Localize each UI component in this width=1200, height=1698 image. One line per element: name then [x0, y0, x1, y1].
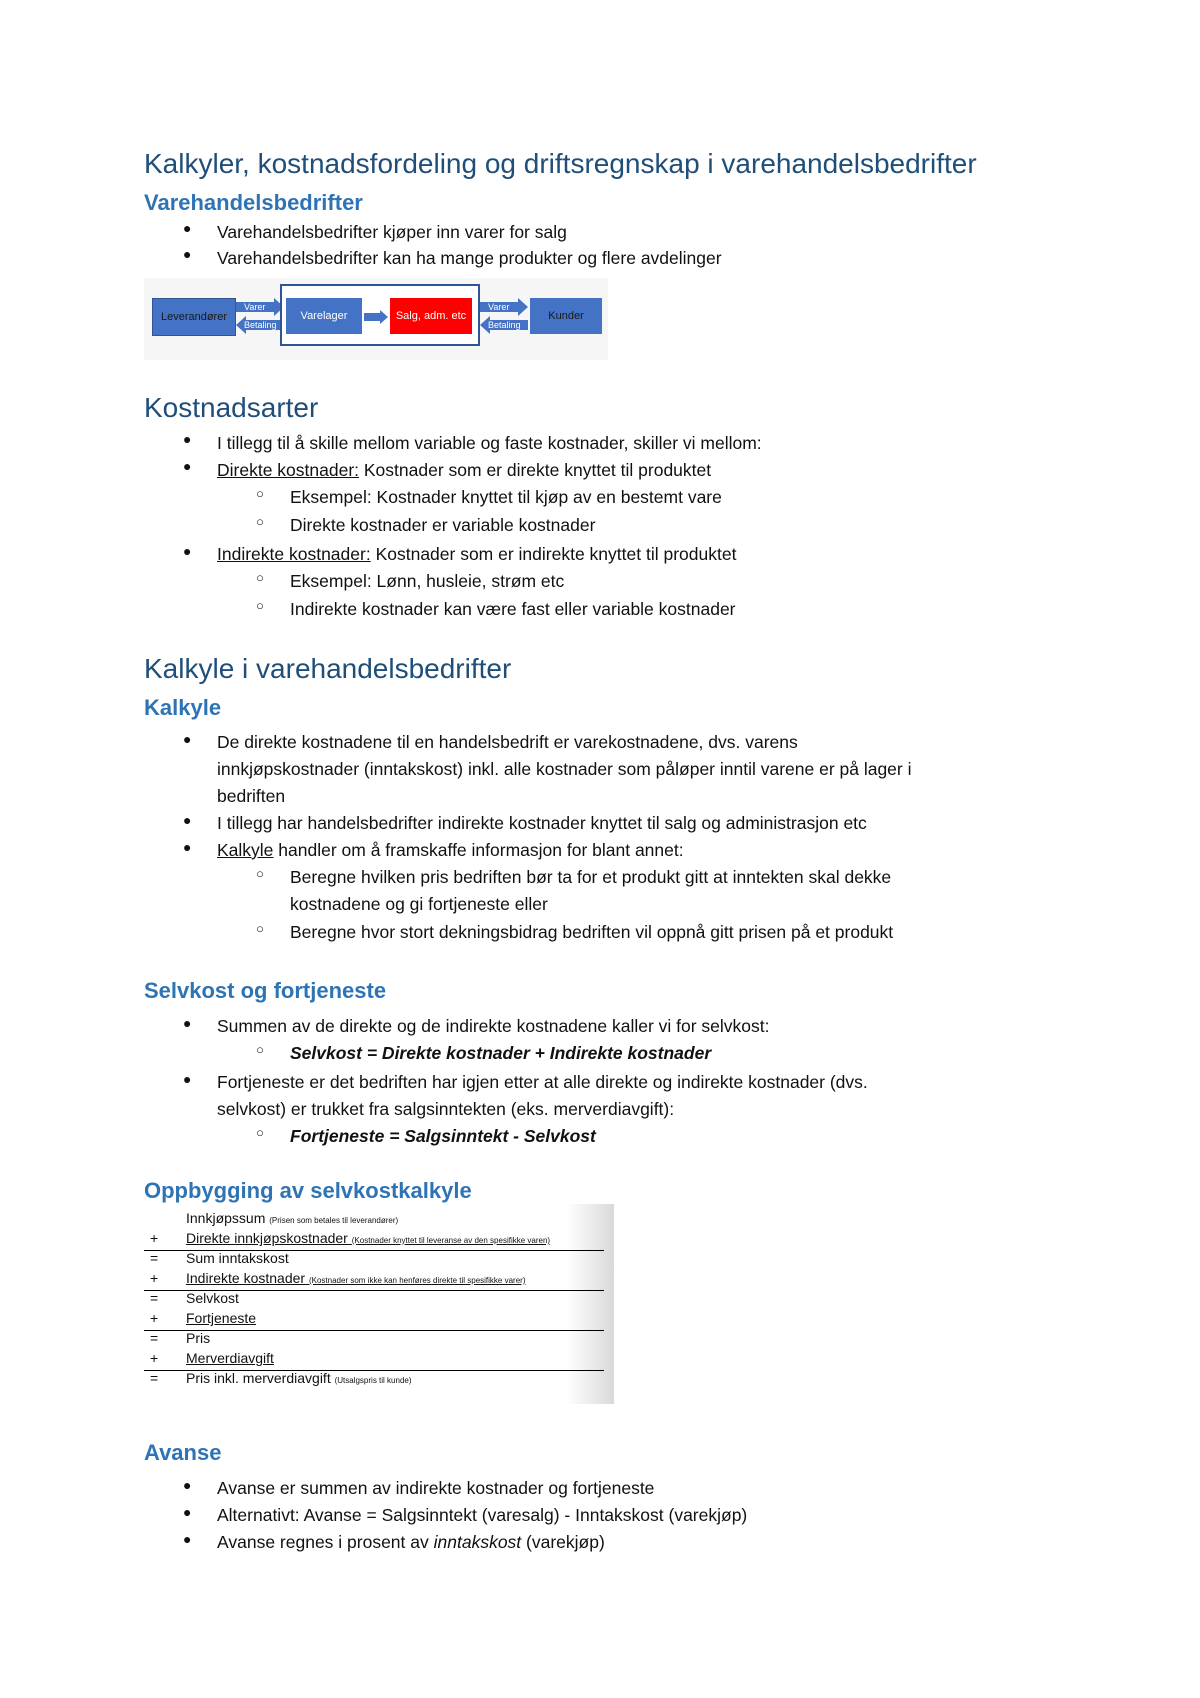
- sub-list-item: Eksempel: Lønn, husleie, strøm etc: [290, 571, 565, 591]
- selvkost-calculation-table: [144, 1204, 614, 1404]
- calc-row: [144, 1210, 604, 1230]
- calc-label: [186, 1230, 550, 1246]
- term-definition: handler om å framskaffe informasjon for blant annet:: [273, 840, 684, 860]
- circle-bullet-icon: ○: [256, 570, 264, 585]
- circle-bullet-icon: ○: [256, 598, 264, 613]
- flow-diagram: [144, 278, 608, 360]
- circle-bullet-icon: ○: [256, 921, 264, 936]
- calc-operator: +: [150, 1270, 159, 1286]
- heading-oppbygging: Oppbygging av selvkostkalkyle: [144, 1178, 472, 1203]
- betaling-label: Betaling: [244, 320, 277, 330]
- betaling-label: Betaling: [488, 320, 521, 330]
- heading-kalkyle-i-varehandel: Kalkyle i varehandelsbedrifter: [144, 653, 512, 684]
- varer-label: Varer: [488, 302, 510, 312]
- bullet-icon: ●: [183, 731, 192, 747]
- calc-label-text: Innkjøpssum: [186, 1210, 266, 1226]
- calc-operator: +: [150, 1350, 159, 1366]
- calc-note: (Kostnader knyttet til leveranse av den spesifikke varen): [351, 1236, 551, 1245]
- sub-list-item-line: kostnadene og gi fortjeneste eller: [290, 894, 548, 914]
- circle-bullet-icon: ○: [256, 486, 264, 501]
- list-item-line: De direkte kostnadene til en handelsbedrift er varekostnadene, dvs. varens: [217, 732, 798, 752]
- calc-note: (Prisen som betales til leverandører): [269, 1216, 399, 1225]
- formula-fortjeneste: Fortjeneste = Salgsinntekt - Selvkost: [290, 1126, 596, 1146]
- calc-label: Selvkost: [186, 1290, 239, 1306]
- bullet-icon: ●: [183, 1531, 192, 1547]
- calc-label: Sum inntakskost: [186, 1250, 289, 1266]
- list-item-line: innkjøpskostnader (inntakskost) inkl. alle kostnader som påløper inntil varene er på lager i: [217, 759, 912, 779]
- kunder-box: Kunder: [530, 298, 602, 334]
- sub-list-item-line: Beregne hvilken pris bedriften bør ta for et produkt gitt at inntekten skal dekke: [290, 867, 892, 887]
- salg-box: Salg, adm. etc: [390, 298, 472, 334]
- varer-label: Varer: [244, 302, 266, 312]
- list-item: [217, 457, 711, 484]
- circle-bullet-icon: ○: [256, 866, 264, 881]
- emphasis-inntakskost: inntakskost: [433, 1532, 522, 1552]
- bullet-icon: ●: [183, 246, 192, 262]
- leverandorer-box: Leverandører: [152, 298, 236, 336]
- term-indirekte: Indirekte kostnader:: [217, 544, 371, 564]
- circle-bullet-icon: ○: [256, 1042, 264, 1057]
- calc-row: [144, 1370, 604, 1390]
- calc-label: [186, 1370, 412, 1386]
- formula-selvkost: Selvkost = Direkte kostnader + Indirekte kostnader: [290, 1043, 712, 1063]
- list-item: Varehandelsbedrifter kan ha mange produkter og flere avdelinger: [217, 248, 722, 268]
- calc-operator: =: [150, 1250, 159, 1266]
- heading-kostnadsarter: Kostnadsarter: [144, 392, 319, 423]
- list-item-line: selvkost) er trukket fra salgsinntekten (eks. merverdiavgift):: [217, 1099, 675, 1119]
- calc-operator: +: [150, 1230, 159, 1246]
- list-item: Summen av de direkte og de indirekte kostnadene kaller vi for selvkost:: [217, 1016, 770, 1036]
- calc-row: [144, 1250, 604, 1270]
- sub-list-item: Indirekte kostnader kan være fast eller variable kostnader: [290, 599, 736, 619]
- calc-label: Pris: [186, 1330, 211, 1346]
- bullet-icon: ●: [183, 1015, 192, 1031]
- list-item: I tillegg til å skille mellom variable og faste kostnader, skiller vi mellom:: [217, 433, 762, 453]
- heading-avanse: Avanse: [144, 1440, 222, 1465]
- bullet-icon: ●: [183, 1477, 192, 1493]
- heading-selvkost: Selvkost og fortjeneste: [144, 978, 387, 1003]
- list-item: Alternativt: Avanse = Salgsinntekt (varesalg) - Inntakskost (varekjøp): [217, 1505, 748, 1525]
- sub-list-item: Eksempel: Kostnader knyttet til kjøp av en bestemt vare: [290, 487, 722, 507]
- calc-label: [186, 1270, 526, 1286]
- list-item: [217, 541, 736, 568]
- calc-label: Fortjeneste: [186, 1310, 257, 1326]
- circle-bullet-icon: ○: [256, 1125, 264, 1140]
- calc-operator: +: [150, 1310, 159, 1326]
- bullet-icon: ●: [183, 543, 192, 559]
- bullet-icon: ●: [183, 431, 192, 447]
- list-item: [217, 1529, 605, 1556]
- text-part: (varekjøp): [521, 1532, 605, 1552]
- calc-operator: =: [150, 1330, 159, 1346]
- calc-row: [144, 1310, 604, 1331]
- calc-label: [186, 1210, 398, 1226]
- arrow-right: [364, 310, 388, 324]
- sub-list-item: Beregne hvor stort dekningsbidrag bedriften vil oppnå gitt prisen på et produkt: [290, 922, 894, 942]
- page-title: Kalkyler, kostnadsfordeling og driftsregnskap i varehandelsbedrifter: [144, 148, 977, 179]
- calc-row: [144, 1290, 604, 1310]
- term-definition: Kostnader som er indirekte knyttet til produktet: [370, 544, 737, 564]
- calc-note: (Utsalgspris til kunde): [334, 1376, 412, 1385]
- sub-list-item: Direkte kostnader er variable kostnader: [290, 515, 596, 535]
- bullet-icon: ●: [183, 839, 192, 855]
- term-definition: Kostnader som er direkte knyttet til produktet: [359, 460, 712, 480]
- calc-label: Merverdiavgift: [186, 1350, 274, 1366]
- calc-operator: =: [150, 1290, 159, 1306]
- bullet-icon: ●: [183, 458, 192, 474]
- calc-row: [144, 1330, 604, 1350]
- heading-varehandelsbedrifter: Varehandelsbedrifter: [144, 190, 363, 215]
- calc-operator: =: [150, 1370, 159, 1386]
- calc-row: [144, 1350, 604, 1371]
- calc-row: [144, 1270, 604, 1291]
- list-item: I tillegg har handelsbedrifter indirekte kostnader knyttet til salg og administrasjon etc: [217, 813, 867, 833]
- list-item: [217, 837, 684, 864]
- term-direkte: Direkte kostnader:: [217, 460, 360, 480]
- bullet-icon: ●: [183, 220, 192, 236]
- heading-kalkyle: Kalkyle: [144, 695, 222, 720]
- list-item: Varehandelsbedrifter kjøper inn varer for salg: [217, 222, 567, 242]
- calc-label-text: Indirekte kostnader: [186, 1270, 306, 1286]
- varelager-box: Varelager: [286, 298, 362, 334]
- calc-label-text: Pris inkl. merverdiavgift: [186, 1370, 331, 1386]
- calc-label-text: Direkte innkjøpskostnader: [186, 1230, 348, 1246]
- bullet-icon: ●: [183, 1071, 192, 1087]
- list-item: Avanse er summen av indirekte kostnader og fortjeneste: [217, 1478, 655, 1498]
- list-item-line: bedriften: [217, 786, 286, 806]
- bullet-icon: ●: [183, 1504, 192, 1520]
- calc-note: (Kostnader som ikke kan henføres direkte til spesifikke varer): [308, 1276, 526, 1285]
- text-part: Avanse regnes i prosent av: [217, 1532, 434, 1552]
- calc-row: [144, 1230, 604, 1251]
- bullet-icon: ●: [183, 812, 192, 828]
- term-kalkyle: Kalkyle: [217, 840, 274, 860]
- list-item-line: Fortjeneste er det bedriften har igjen etter at alle direkte og indirekte kostnader (dvs.: [217, 1072, 868, 1092]
- circle-bullet-icon: ○: [256, 514, 264, 529]
